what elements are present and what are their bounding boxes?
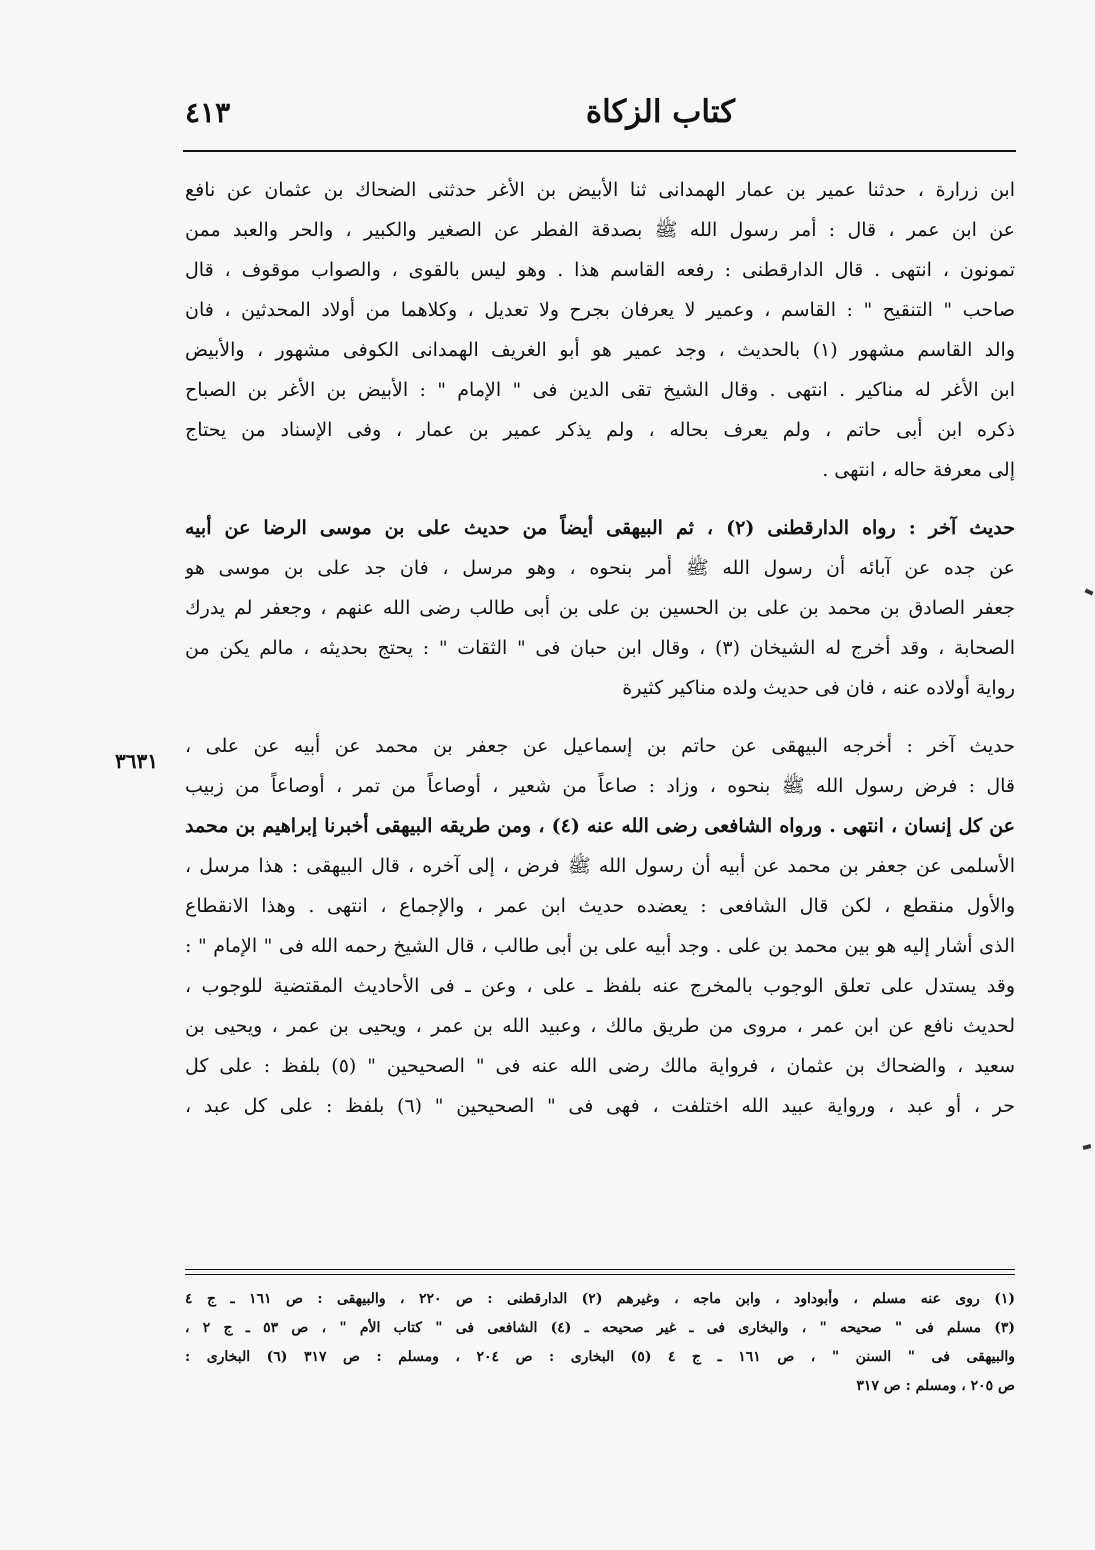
paragraph xyxy=(185,726,1015,1126)
footnote-line: (٣) مسلم فى " صحيحه " ، والبخارى فى ـ غير صحيحه ـ (٤) الشافعى فى " كتاب الأم " ، ص ٥٣ ـ ج ٢ ، xyxy=(185,1320,1015,1336)
text-line: حديث آخر : رواه الدارقطنى (٢) ، ثم البيهقى أيضاً من حديث على بن موسى الرضا عن أبيه xyxy=(185,517,1015,539)
text-line: لحديث نافع عن ابن عمر ، مروى من طريق مالك ، وعبيد الله بن عمر ، ويحيى بن عمر ، ويحيى بن xyxy=(185,1015,1015,1037)
header-rule xyxy=(183,150,1016,152)
text-line: عن ابن عمر ، قال : أمر رسول الله ﷺ بصدقة الفطر عن الصغير والكبير ، والحر والعبد ممن xyxy=(185,219,1015,241)
text-line: سعيد ، والضحاك بن عثمان ، فرواية مالك رضى الله عنه فى " الصحيحين " (٥) بلفظ : على كل xyxy=(185,1055,1015,1077)
text-line: ذكره ابن أبى حاتم ، ولم يعرف بحاله ، ولم يذكر عمير بن عمار ، وفى الإسناد من يحتاج xyxy=(185,419,1015,441)
text-line: عن جده عن آبائه أن رسول الله ﷺ أمر بنحوه ، وهو مرسل ، فان جد على بن موسى هو xyxy=(185,557,1015,579)
main-text xyxy=(185,170,1015,1126)
page-number: ٤١٣ xyxy=(185,96,231,129)
footnote-line: ص ٢٠٥ ، ومسلم : ص ٣١٧ xyxy=(856,1378,1015,1394)
hadith-margin-number: ٣٦٣١ xyxy=(115,749,158,773)
text-line: قال : فرض رسول الله ﷺ بنحوه ، وزاد : صاعاً من شعير ، أوصاعاً من تمر ، أوصاعاً من زبيب xyxy=(185,775,1015,797)
text-line: ابن الأغر له مناكير . انتهى . وقال الشيخ تقى الدين فى " الإمام " : الأبيض بن الأغر بن الصباح xyxy=(185,379,1015,401)
text-line: والد القاسم مشهور (١) بالحديث ، وجد عمير هو أبو الغريف الهمدانى الكوفى مشهور ، والأبيض xyxy=(185,339,1015,361)
text-line: الذى أشار إليه هو بين محمد بن على . وجد أبيه على بن أبى طالب ، قال الشيخ رحمه الله فى " الإمام " : xyxy=(185,935,1015,957)
page-header xyxy=(185,92,1015,142)
footnote-rule xyxy=(185,1269,1015,1270)
footnote-rule xyxy=(185,1274,1015,1275)
text-line: تمونون ، انتهى . قال الدارقطنى : رفعه القاسم هذا . وهو ليس بالقوى ، والصواب موقوف ، قال xyxy=(185,259,1015,281)
text-line: ابن زرارة ، حدثنا عمير بن عمار الهمدانى ثنا الأبيض بن الأغر حدثنى الضحاك بن عثمان عن نافع xyxy=(185,179,1015,201)
text-line: الأسلمى عن جعفر بن محمد عن أبيه أن رسول الله ﷺ فرض ، إلى آخره ، قال البيهقى : هذا مرسل ، xyxy=(185,855,1015,877)
text-line: إلى معرفة حاله ، انتهى . xyxy=(822,459,1015,481)
scan-edge-mark xyxy=(1085,588,1094,595)
text-line: عن كل إنسان ، انتهى . ورواه الشافعى رضى الله عنه (٤) ، ومن طريقه البيهقى أخبرنا إبراهيم بن محمد xyxy=(185,815,1015,837)
paragraph xyxy=(185,508,1015,708)
text-line: والأول منقطع ، لكن قال الشافعى : يعضده حديث ابن عمر ، والإجماع ، انتهى . وهذا الانقطاع xyxy=(185,895,1015,917)
running-title: كتاب الزكاة xyxy=(585,94,735,130)
footnote-line: (١) روى عنه مسلم ، وأبوداود ، وابن ماجه ، وغيرهم (٢) الدارقطنى : ص ٢٢٠ ، والبيهقى : ص ١٦١ ـ ج ٤ xyxy=(185,1291,1015,1307)
footnotes xyxy=(185,1285,1015,1401)
text-line: حديث آخر : أخرجه البيهقى عن حاتم بن إسماعيل عن جعفر بن محمد عن أبيه عن على ، xyxy=(185,735,1015,757)
paragraph-gap xyxy=(185,708,1015,726)
scan-edge-mark xyxy=(1083,1144,1092,1150)
text-line: وقد يستدل على تعلق الوجوب بالمخرج عنه بلفظ ـ على ، وعن ـ فى الأحاديث المقتضية للوجوب ، xyxy=(185,975,1015,997)
text-line: صاحب " التنقيح " : القاسم ، وعمير لا يعرفان بجرح ولا تعديل ، وكلاهما من أولاد المحدثين ، فان xyxy=(185,299,1015,321)
paragraph xyxy=(185,170,1015,490)
text-line: رواية أولاده عنه ، فان فى حديث ولده مناكير كثيرة xyxy=(622,677,1015,699)
text-line: جعفر الصادق بن محمد بن على بن الحسين بن على بن أبى طالب رضى الله عنهم ، وجعفر لم يدرك xyxy=(185,597,1015,619)
text-line: الصحابة ، وقد أخرج له الشيخان (٣) ، وقال ابن حبان فى " الثقات " : يحتج بحديثه ، مالم يكن من xyxy=(185,637,1015,659)
paragraph-gap xyxy=(185,490,1015,508)
footnote-line: والبيهقى فى " السنن " ، ص ١٦١ ـ ج ٤ (٥) البخارى : ص ٢٠٤ ، ومسلم : ص ٣١٧ (٦) البخارى : xyxy=(185,1349,1015,1365)
text-line: حر ، أو عبد ، ورواية عبيد الله اختلفت ، فهى فى " الصحيحين " (٦) بلفظ : على كل عبد ، xyxy=(185,1095,1015,1117)
